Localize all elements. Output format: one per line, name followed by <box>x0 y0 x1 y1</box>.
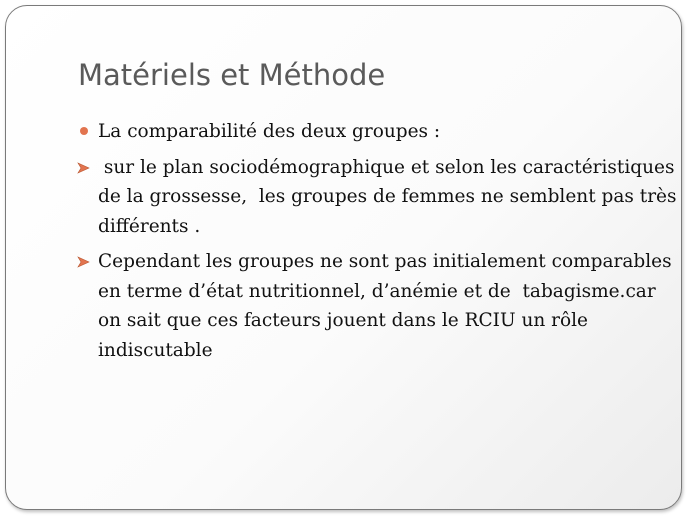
round-bullet-icon <box>76 117 94 146</box>
arrow-item <box>76 153 677 242</box>
bullet-text-line: La comparabilité des deux groupes : <box>98 121 441 142</box>
arrow-text-line: Cependant les groupes ne sont pas initialement comparables <box>98 251 672 272</box>
arrow-text-line: on sait que ces facteurs jouent dans le RCIU un rôle <box>98 310 589 331</box>
arrow-text-line: sur le plan sociodémographique et selon les caractéristiques <box>98 156 675 178</box>
slide <box>5 5 682 510</box>
slide-body <box>76 117 677 371</box>
arrow-text-line: en terme d’état nutritionnel, d’anémie et de tabagisme.car <box>98 280 656 302</box>
arrow-bullet-icon <box>76 247 94 276</box>
slide-title: Matériels et Méthode <box>78 58 386 92</box>
arrow-text-line: différents . <box>98 215 201 237</box>
bullet-item <box>76 117 656 147</box>
arrow-text-line: indiscutable <box>98 339 213 361</box>
arrow-bullet-icon <box>76 153 94 182</box>
arrow-text-line: de la grossesse, les groupes de femmes ne semblent pas très <box>98 186 677 207</box>
arrow-item <box>76 247 672 365</box>
